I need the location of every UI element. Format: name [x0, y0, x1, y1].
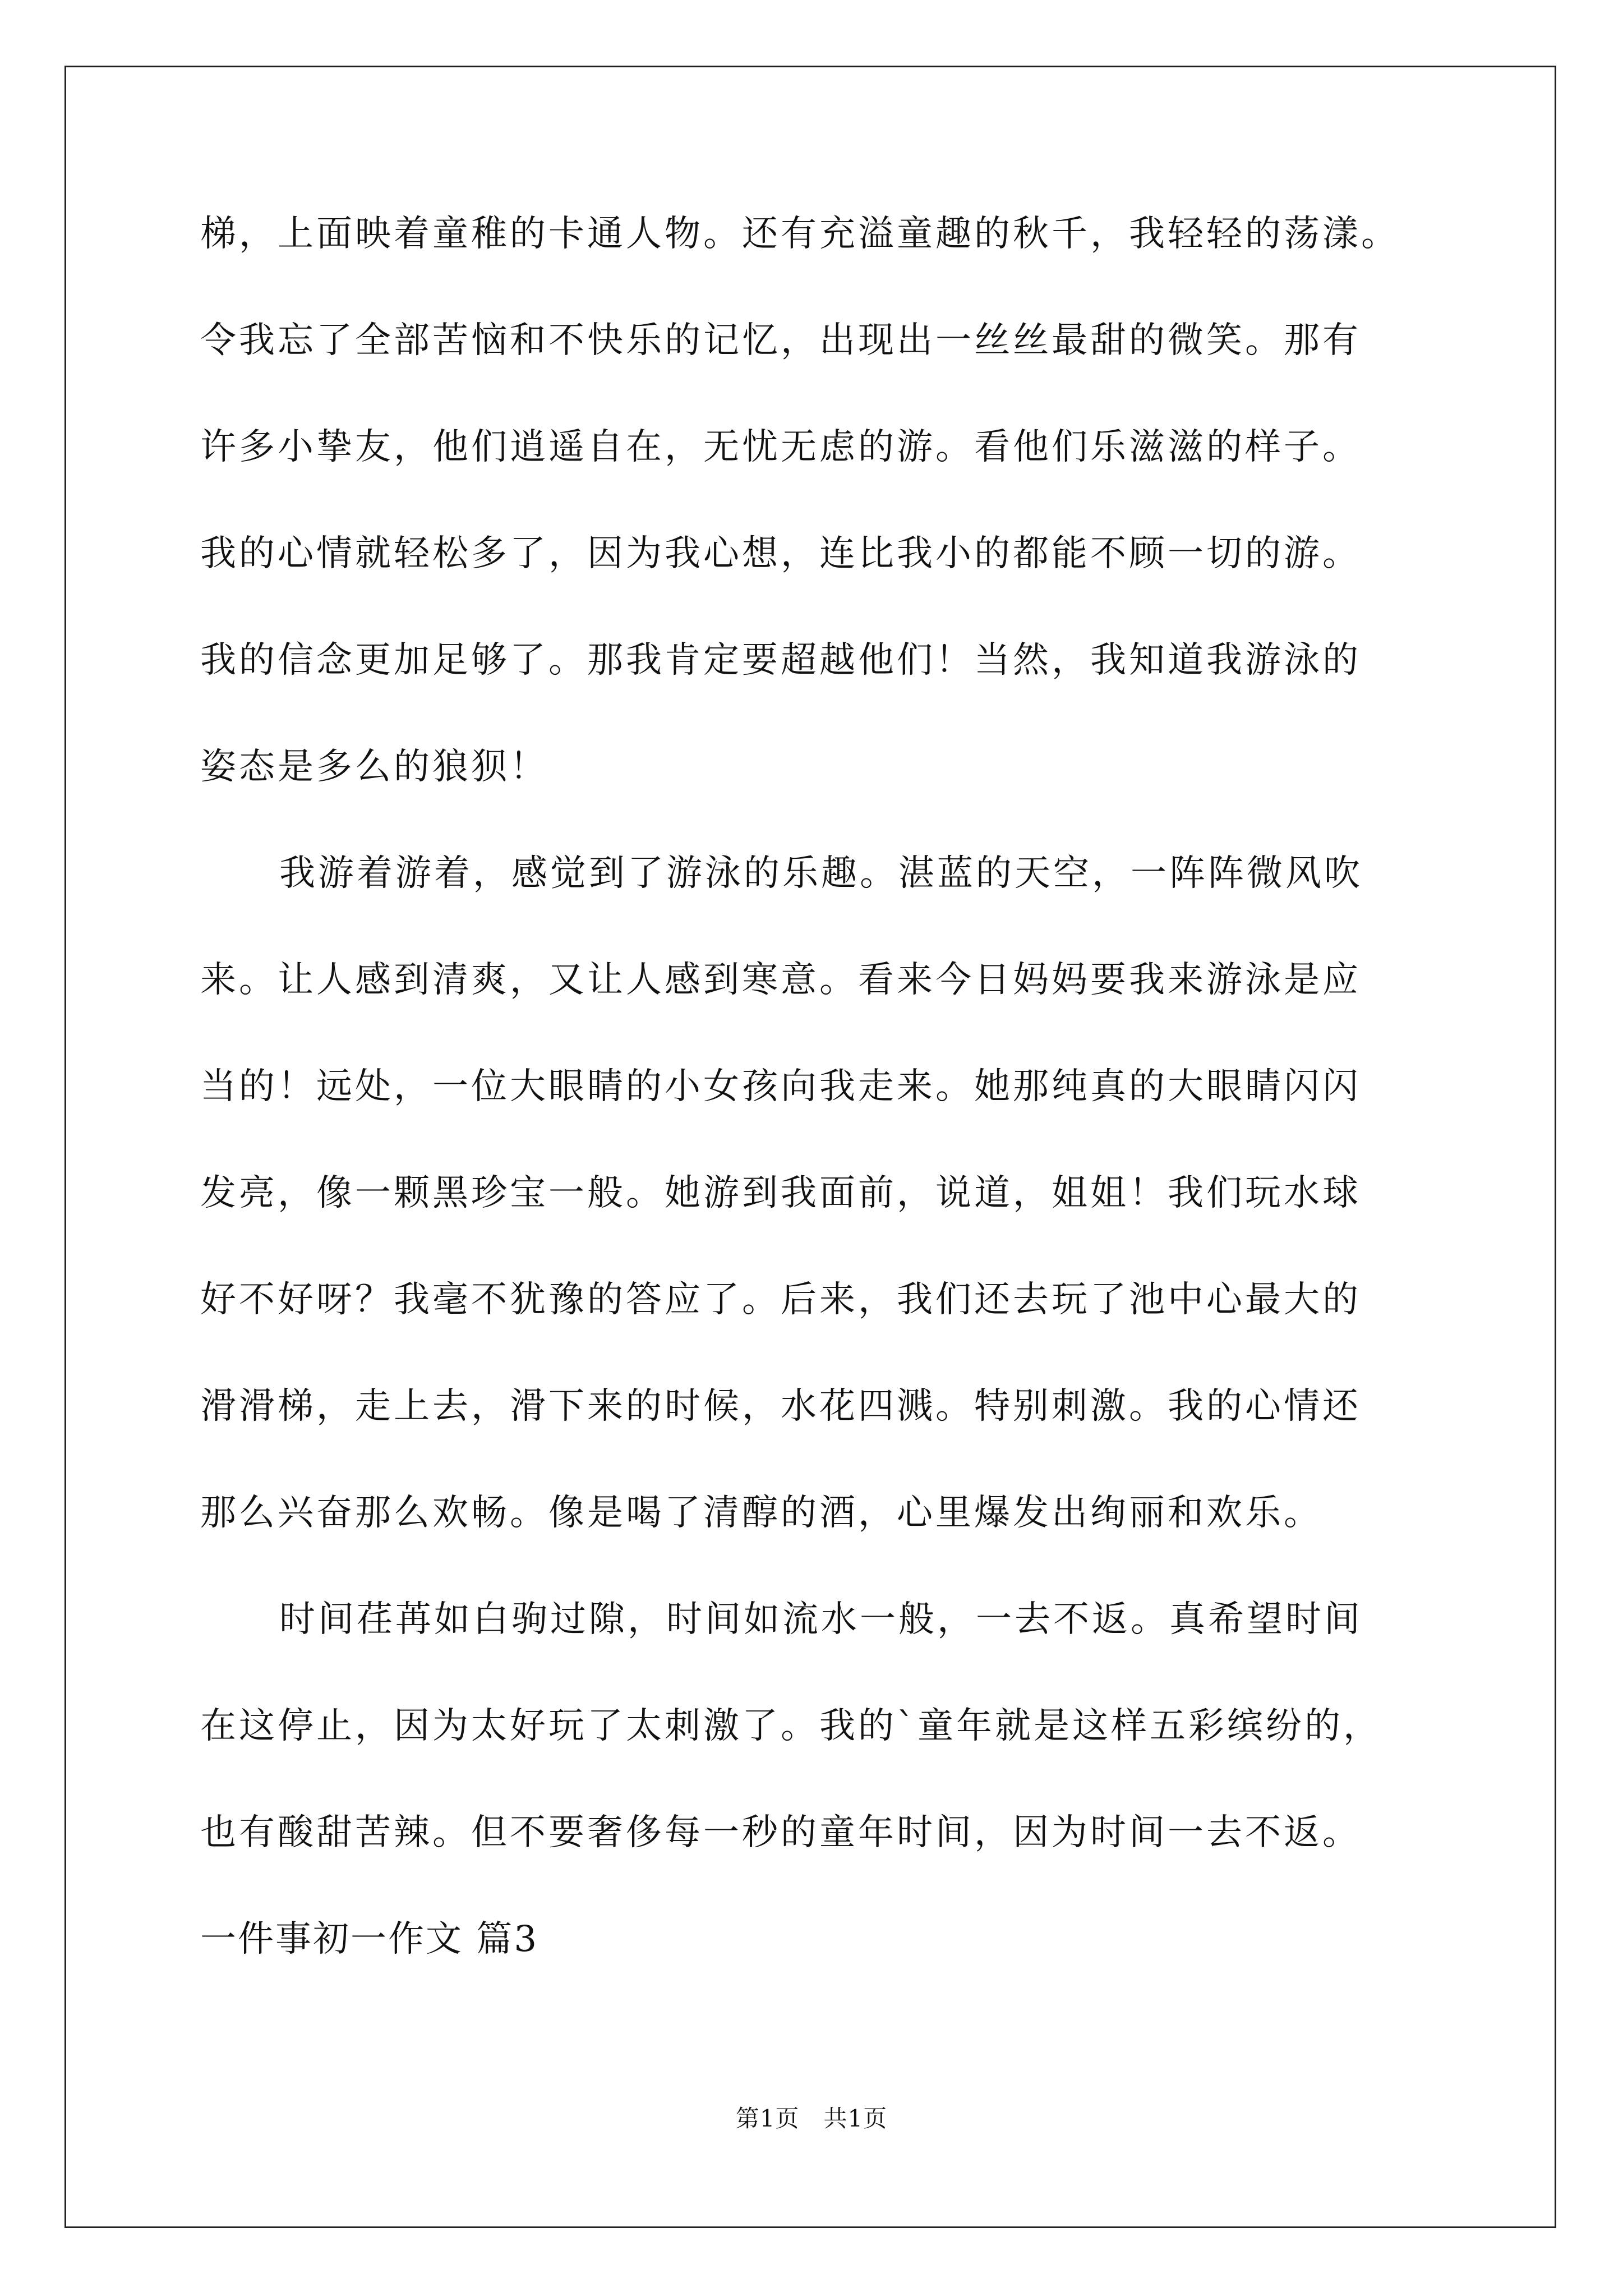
paragraph-line: 我游着游着，感觉到了游泳的乐趣。湛蓝的天空，一阵阵微风吹 [279, 853, 1363, 894]
paragraph-line: 好不好呀？我毫不犹豫的答应了。后来，我们还去玩了池中心最大的 [200, 1279, 1361, 1320]
page-border [64, 66, 1556, 2228]
paragraph-line: 姿态是多么的狼狈！ [200, 746, 548, 788]
paragraph-line: 来。让人感到清爽，又让人感到寒意。看来今日妈妈要我来游泳是应 [200, 959, 1361, 1001]
paragraph-line: 在这停止，因为太好玩了太刺激了。我的`童年就是这样五彩缤纷的， [200, 1705, 1382, 1747]
section-heading: 一件事初一作文 篇3 [200, 1918, 539, 1960]
paragraph-line: 当的！远处，一位大眼睛的小女孩向我走来。她那纯真的大眼睛闪闪 [200, 1066, 1361, 1107]
paragraph-line: 那么兴奋那么欢畅。像是喝了清醇的酒，心里爆发出绚丽和欢乐。 [200, 1492, 1322, 1534]
paragraph-line: 发亮，像一颗黑珍宝一般。她游到我面前，说道，姐姐！我们玩水球 [200, 1172, 1361, 1214]
paragraph-line: 也有酸甜苦辣。但不要奢侈每一秒的童年时间，因为时间一去不返。 [200, 1812, 1361, 1853]
paragraph-line: 令我忘了全部苦恼和不快乐的记忆，出现出一丝丝最甜的微笑。那有 [200, 320, 1361, 361]
page-number: 第1页 共1页 [735, 2105, 888, 2132]
paragraph-line: 我的信念更加足够了。那我肯定要超越他们！当然，我知道我游泳的 [200, 639, 1361, 681]
paragraph-line: 滑滑梯，走上去，滑下来的时候，水花四溅。特别刺激。我的心情还 [200, 1386, 1361, 1427]
paragraph-line: 我的心情就轻松多了，因为我心想，连比我小的都能不顾一切的游。 [200, 533, 1361, 574]
paragraph-line: 梯，上面映着童稚的卡通人物。还有充溢童趣的秋千，我轻轻的荡漾。 [200, 213, 1400, 255]
paragraph-line: 时间荏苒如白驹过隙，时间如流水一般，一去不返。真希望时间 [279, 1599, 1363, 1640]
paragraph-line: 许多小挚友，他们逍遥自在，无忧无虑的游。看他们乐滋滋的样子。 [200, 426, 1361, 468]
